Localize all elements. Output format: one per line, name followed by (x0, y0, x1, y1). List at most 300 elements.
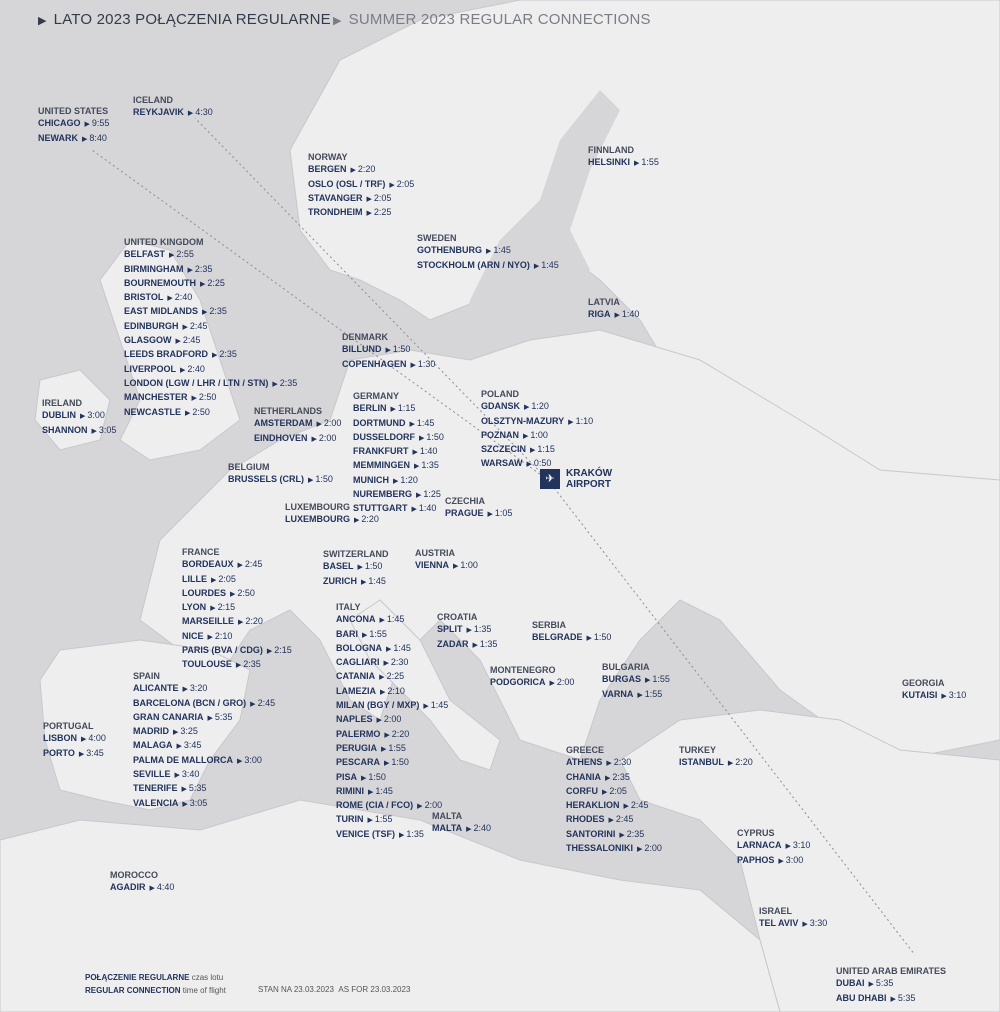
flight-time: 2:35 (194, 263, 213, 274)
arrow-icon: ▶ (416, 492, 422, 500)
destination-row (336, 713, 448, 727)
flight-time: 1:50 (364, 561, 383, 572)
arrow-icon: ▶ (368, 788, 374, 796)
destination-row (342, 343, 435, 357)
flight-time: 1:20 (400, 474, 418, 485)
flight-time: 3:00 (785, 854, 804, 865)
flight-time: 8:40 (89, 132, 107, 143)
flight-time: 1:55 (374, 814, 393, 825)
destination-row (532, 631, 611, 645)
destination-row (133, 797, 275, 811)
legend-pl-b: czas lotu (191, 973, 224, 982)
country-group (228, 461, 333, 488)
country-group (308, 151, 414, 220)
destination-name: MUNICH (353, 474, 389, 485)
destination-row (43, 747, 106, 761)
destination-row (182, 644, 292, 658)
flight-time: 1:15 (537, 444, 555, 455)
flight-time: 2:25 (373, 207, 392, 218)
destination-row (336, 771, 448, 785)
destination-name: TENERIFE (133, 783, 178, 794)
destination-name: POZNAN (481, 429, 519, 440)
flight-time: 1:30 (417, 358, 436, 369)
arrow-icon: ▶ (250, 700, 256, 708)
flight-time: 1:45 (416, 417, 435, 428)
airplane-icon: ✈ (540, 469, 560, 489)
destination-row (182, 601, 292, 615)
arrow-icon: ▶ (180, 366, 186, 374)
destination-name: VARNA (602, 688, 634, 699)
arrow-icon: ▶ (211, 576, 217, 584)
arrow-icon: ▶ (78, 750, 85, 758)
destination-row (133, 754, 275, 768)
arrow-icon: ▶ (149, 885, 155, 893)
destination-name: KUTAISI (902, 690, 938, 701)
flight-time: 3:30 (809, 918, 828, 929)
destination-row (566, 842, 662, 856)
status-pl: STAN NA 23.03.2023 (258, 985, 334, 994)
arrow-icon: ▶ (207, 633, 213, 641)
destination-name: LAMEZIA (336, 685, 376, 696)
flight-time: 1:55 (388, 742, 406, 753)
country-group (336, 601, 448, 842)
country-name: GERMANY (353, 391, 400, 401)
country-name: UNITED ARAB EMIRATES (836, 966, 946, 976)
destination-row (602, 688, 670, 702)
arrow-icon: ▶ (80, 413, 86, 421)
destination-name: LISBON (43, 733, 78, 744)
destination-name: PRAGUE (445, 508, 484, 519)
arrow-icon: ▶ (230, 590, 236, 598)
country-name: SWEDEN (417, 233, 457, 243)
flight-time: 1:45 (375, 785, 393, 796)
flight-time: 1:50 (426, 431, 444, 442)
arrow-icon: ▶ (409, 420, 415, 428)
flight-time: 2:00 (424, 800, 443, 811)
country-name: GREECE (566, 745, 605, 755)
arrow-icon: ▶ (362, 631, 368, 639)
flight-time: 3:05 (98, 424, 117, 435)
flight-time: 2:35 (219, 349, 237, 360)
destination-name: AMSTERDAM (254, 418, 313, 429)
destination-row (679, 756, 753, 770)
arrow-icon: ▶ (379, 674, 385, 682)
destination-name: NEWCASTLE (124, 406, 181, 417)
arrow-icon: ▶ (385, 347, 391, 355)
destination-row (737, 839, 810, 853)
arrow-icon: ▶ (354, 517, 360, 525)
country-group (490, 664, 574, 691)
arrow-icon: ▶ (266, 648, 273, 656)
destination-name: BORDEAUX (182, 559, 234, 570)
flight-time: 2:20 (391, 728, 410, 739)
destination-row (353, 445, 444, 459)
arrow-icon: ▶ (182, 800, 188, 808)
destination-row (124, 277, 297, 291)
destination-name: ISTANBUL (679, 757, 724, 768)
arrow-icon: ▶ (81, 736, 87, 744)
destination-name: BASEL (323, 561, 354, 572)
destination-name: NAPLES (336, 714, 373, 725)
arrow-icon: ▶ (637, 846, 643, 854)
destination-name: PODGORICA (490, 677, 546, 688)
destination-row (566, 756, 662, 770)
flight-time: 2:00 (323, 418, 342, 429)
destination-name: LYON (182, 602, 207, 613)
country-name: LUXEMBOURG (285, 502, 350, 512)
arrow-icon: ▶ (549, 680, 555, 688)
destination-name: MEMMINGEN (353, 460, 410, 471)
destination-row (42, 409, 116, 423)
country-name: CROATIA (437, 612, 478, 622)
legend-en-a: REGULAR CONNECTION (85, 986, 181, 995)
destination-name: NICE (182, 630, 204, 641)
country-group (481, 388, 593, 472)
destination-row (133, 739, 275, 753)
destination-row (133, 697, 275, 711)
arrow-icon: ▶ (486, 248, 492, 256)
destination-row (336, 742, 448, 756)
flight-time: 3:45 (86, 747, 104, 758)
destination-name: TOULOUSE (182, 659, 232, 670)
arrow-icon: ▶ (802, 921, 808, 929)
flight-time: 1:45 (368, 575, 386, 586)
destination-name: RIGA (588, 309, 611, 320)
arrow-icon: ▶ (568, 418, 574, 426)
destination-row (342, 358, 435, 372)
arrow-icon: ▶ (366, 195, 372, 203)
destination-name: SEVILLE (133, 769, 171, 780)
flight-time: 2:45 (257, 697, 276, 708)
destination-name: THESSALONIKI (566, 843, 634, 854)
flight-time: 2:50 (237, 587, 255, 598)
flight-time: 3:10 (948, 690, 967, 701)
country-group (133, 94, 213, 121)
legend-line-en (85, 984, 226, 997)
destination-row (353, 459, 444, 473)
flight-time: 1:50 (392, 344, 411, 355)
arrow-icon: ▶ (367, 817, 373, 825)
flight-time: 1:55 (644, 688, 663, 699)
country-name: FINNLAND (588, 145, 634, 155)
flight-time: 1:55 (641, 157, 659, 168)
country-group (588, 144, 659, 171)
flight-time: 1:50 (315, 474, 333, 485)
arrow-icon: ▶ (379, 617, 385, 625)
arrow-icon: ▶ (602, 788, 608, 796)
arrow-icon: ▶ (386, 645, 392, 653)
destination-row (481, 429, 593, 443)
country-group (532, 619, 611, 646)
destination-name: GRAN CANARIA (133, 711, 204, 722)
flight-time: 5:35 (897, 992, 916, 1003)
flight-time: 2:20 (245, 616, 263, 627)
arrow-icon: ▶ (727, 760, 734, 768)
arrow-icon: ▶ (169, 252, 175, 260)
country-group (432, 810, 491, 837)
destination-row (417, 259, 559, 273)
destination-row (336, 699, 448, 713)
flight-time: 2:25 (386, 671, 405, 682)
destination-row (308, 163, 414, 177)
destination-name: PALERMO (336, 728, 381, 739)
flight-time: 3:10 (792, 840, 811, 851)
flight-time: 2:05 (373, 192, 392, 203)
destination-name: ALICANTE (133, 683, 179, 694)
destination-name: BOURNEMOUTH (124, 277, 196, 288)
destination-name: LARNACA (737, 840, 782, 851)
flight-time: 1:50 (593, 632, 612, 643)
arrow-icon: ▶ (181, 786, 187, 794)
legend-en-b: time of flight (182, 986, 226, 995)
flight-time: 2:10 (387, 685, 405, 696)
arrow-icon: ▶ (167, 295, 173, 303)
arrow-icon: ▶ (466, 826, 472, 834)
arrow-icon: ▶ (238, 619, 244, 627)
country-name: ISRAEL (759, 906, 793, 916)
flight-time: 2:35 (612, 771, 630, 782)
destination-name: COPENHAGEN (342, 358, 407, 369)
flight-time: 3:25 (180, 726, 198, 737)
destination-row (38, 132, 109, 146)
arrow-icon: ▶ (530, 447, 536, 455)
flight-time: 2:00 (318, 432, 337, 443)
flight-time: 2:35 (209, 306, 227, 317)
flight-time: 3:00 (244, 754, 262, 765)
flight-time: 1:10 (575, 415, 594, 426)
destination-row (353, 474, 444, 488)
flight-time: 2:40 (174, 292, 193, 303)
destination-name: GOTHENBURG (417, 245, 482, 256)
country-group (437, 611, 497, 652)
destination-row (336, 728, 448, 742)
destination-name: BILLUND (342, 344, 382, 355)
flight-time: 1:05 (494, 508, 513, 519)
destination-row (308, 192, 414, 206)
arrow-icon: ▶ (384, 760, 390, 768)
country-group (836, 965, 946, 1006)
destination-name: NUREMBERG (353, 489, 413, 500)
destination-row (836, 977, 946, 991)
country-name: MONTENEGRO (490, 665, 556, 675)
country-name: ICELAND (133, 95, 173, 105)
arrow-icon: ▶ (174, 772, 180, 780)
destination-name: BARI (336, 628, 358, 639)
flight-time: 2:30 (390, 657, 409, 668)
destination-name: BELFAST (124, 249, 166, 260)
destination-name: SZCZECIN (481, 444, 526, 455)
destination-row (490, 676, 574, 690)
destination-row (602, 673, 670, 687)
flight-time: 9:55 (91, 118, 110, 129)
country-name: BELGIUM (228, 462, 270, 472)
destination-name: PAPHOS (737, 854, 775, 865)
destination-row (336, 685, 448, 699)
arrow-icon: ▶ (466, 627, 472, 635)
arrow-icon: ▶ (207, 714, 213, 722)
arrow-icon: ▶ (210, 605, 216, 613)
destination-row (445, 507, 512, 521)
arrow-icon: ▶ (173, 729, 179, 737)
destination-row (588, 156, 659, 170)
flight-time: 1:45 (430, 700, 449, 711)
destination-row (353, 402, 444, 416)
arrow-icon: ▶ (182, 686, 188, 694)
flight-time: 4:30 (195, 107, 213, 118)
country-name: NETHERLANDS (254, 406, 323, 416)
destination-row (432, 822, 491, 836)
destination-row (133, 725, 275, 739)
destination-name: VENICE (TSF) (336, 828, 396, 839)
flight-time: 1:35 (406, 828, 424, 839)
destination-name: PERUGIA (336, 742, 378, 753)
header-en (333, 11, 651, 28)
destination-name: TEL AVIV (759, 918, 799, 929)
flight-time: 5:35 (214, 711, 233, 722)
country-group (417, 232, 559, 273)
arrow-icon: ▶ (614, 312, 620, 320)
destination-name: BIRMINGHAM (124, 263, 184, 274)
arrow-icon: ▶ (868, 981, 874, 989)
country-group (566, 744, 662, 856)
legend-pl-a: POŁĄCZENIE REGULARNE (85, 973, 190, 982)
destination-name: RIMINI (336, 785, 364, 796)
country-name: POLAND (481, 389, 519, 399)
destination-name: MALTA (432, 823, 463, 834)
flight-time: 2:00 (383, 714, 402, 725)
arrow-icon: ▶ (472, 641, 478, 649)
arrow-icon: ▶ (619, 831, 625, 839)
arrow-icon: ▶ (308, 477, 314, 485)
destination-row (323, 575, 389, 589)
country-name: GEORGIA (902, 678, 945, 688)
status-note (258, 985, 410, 994)
destination-name: HELSINKI (588, 157, 631, 168)
flight-time: 1:00 (460, 560, 478, 571)
flight-time: 1:55 (652, 674, 670, 685)
destination-row (228, 473, 333, 487)
destination-row (481, 443, 593, 457)
country-name: DENMARK (342, 332, 388, 342)
flight-time: 4:40 (156, 882, 175, 893)
flight-time: 1:35 (479, 638, 498, 649)
destination-name: OLSZTYN-MAZURY (481, 415, 565, 426)
country-name: IRELAND (42, 398, 82, 408)
destination-name: ABU DHABI (836, 992, 887, 1003)
flight-time: 1:40 (419, 446, 438, 457)
flight-time: 3:40 (181, 769, 200, 780)
country-name: PORTUGAL (43, 721, 94, 731)
destination-row (133, 682, 275, 696)
arrow-icon: ▶ (419, 434, 425, 442)
destination-name: ROME (CIA / FCO) (336, 800, 414, 811)
destination-name: BERGEN (308, 164, 347, 175)
country-group (285, 501, 379, 528)
flight-time: 2:45 (182, 335, 201, 346)
destination-name: DORTMUND (353, 417, 406, 428)
destination-row (759, 917, 827, 931)
arrow-icon: ▶ (82, 135, 88, 143)
country-group (737, 827, 810, 868)
destination-name: PESCARA (336, 757, 381, 768)
flight-time: 2:00 (644, 843, 662, 854)
destination-row (124, 391, 297, 405)
country-group (133, 670, 275, 811)
flight-time: 2:30 (613, 757, 632, 768)
country-group (42, 397, 116, 438)
destination-name: DUBLIN (42, 410, 76, 421)
destination-row (124, 248, 297, 262)
arrow-icon: ▶ (357, 564, 363, 572)
arrow-icon: ▶ (785, 843, 791, 851)
arrow-icon: ▶ (586, 635, 592, 643)
arrow-icon: ▶ (634, 160, 640, 168)
destination-row (182, 615, 292, 629)
destination-name: MILAN (BGY / MXP) (336, 700, 420, 711)
arrow-icon: ▶ (316, 421, 322, 429)
flight-time: 1:55 (369, 628, 387, 639)
arrow-icon: ▶ (361, 578, 367, 586)
arrow-icon: ▶ (605, 774, 611, 782)
country-group (353, 390, 444, 517)
flight-time: 2:20 (735, 757, 753, 768)
arrow-icon: ▶ (237, 562, 243, 570)
destination-row (124, 291, 297, 305)
destination-row (110, 881, 174, 895)
destination-row (336, 656, 448, 670)
flight-time: 0:50 (533, 458, 552, 469)
arrow-icon: ▶ (423, 703, 429, 711)
destination-row (124, 305, 297, 319)
arrow-icon: ▶ (941, 693, 947, 701)
flight-time: 2:35 (243, 659, 261, 670)
destination-row (124, 363, 297, 377)
country-group (902, 677, 966, 704)
destination-name: NEWARK (38, 132, 78, 143)
country-group (43, 720, 106, 761)
destination-row (336, 785, 448, 799)
arrow-icon: ▶ (350, 167, 356, 175)
destination-row (336, 628, 448, 642)
destination-row (285, 513, 379, 527)
destination-name: LOURDES (182, 587, 227, 598)
arrow-icon: ▶ (311, 435, 317, 443)
flight-time: 2:25 (207, 277, 225, 288)
hub-name: KRAKÓW (566, 468, 613, 479)
marker-en: ▶ (333, 15, 342, 27)
flight-time: 1:35 (473, 624, 492, 635)
flight-time: 2:00 (556, 677, 575, 688)
flight-time: 1:40 (418, 503, 437, 514)
country-group (323, 548, 389, 589)
arrow-icon: ▶ (411, 506, 417, 514)
legend-line-pl (85, 971, 226, 984)
country-group (254, 405, 341, 446)
destination-name: LILLE (182, 573, 207, 584)
destination-row (254, 432, 341, 446)
destination-row (353, 417, 444, 431)
arrow-icon: ▶ (412, 449, 418, 457)
country-group (110, 869, 174, 896)
header-en-title: SUMMER 2023 REGULAR CONNECTIONS (348, 11, 651, 28)
flight-time: 3:05 (189, 797, 208, 808)
country-name: NORWAY (308, 152, 348, 162)
destination-name: BELGRADE (532, 632, 583, 643)
destination-row (566, 828, 662, 842)
destination-name: CAGLIARI (336, 657, 380, 668)
destination-name: EINDHOVEN (254, 432, 308, 443)
arrow-icon: ▶ (389, 181, 395, 189)
